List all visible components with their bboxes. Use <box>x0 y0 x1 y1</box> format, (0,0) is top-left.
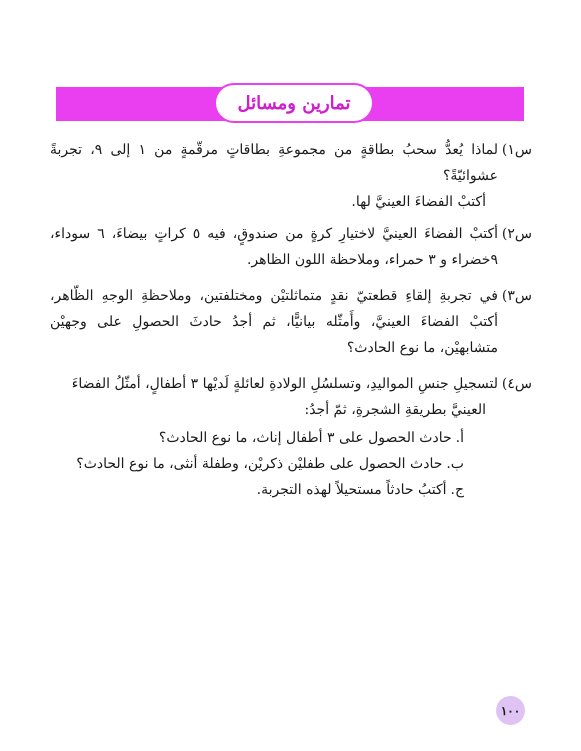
question-4 <box>50 371 532 503</box>
question-continuation: العينيَّ بطريقةِ الشجرةِ، ثمّ أجدُ: <box>304 402 486 418</box>
section-title: تمارين ومسائل <box>237 92 351 114</box>
question-text: لتسجيلِ جنسِ المواليدِ، وتسلسُلِ الولادةِ لعائلةٍ لَديْها ٣ أطفالٍ، أمثّلُ الفضاءَ <box>71 376 498 392</box>
sub-question-c <box>50 477 464 503</box>
sub-question-b <box>50 451 464 477</box>
exercises-content <box>50 137 532 509</box>
page-number-badge <box>496 696 525 725</box>
question-3 <box>50 283 532 361</box>
sub-question-text: أكتبُ حادثاً مستحيلاً لهذه التجربة. <box>256 482 447 498</box>
question-1 <box>50 137 532 215</box>
question-text: في تجربةِ إلقاءِ قطعتيّ نقدٍ متماثلتيْن ومختلفتين، وملاحظةِ الوجهِ الظّاهر، أكتبْ الفضاءَ العينيَّ، وأَمثّله بيانيًّا، ثم أجدُ حادثَ الحصولِ على وجهيْن متشابهيْن، ما نوع الحادث؟ <box>50 288 498 356</box>
page-number: ١٠٠ <box>500 703 521 718</box>
question-continuation: أكتبْ الفضاءَ العينيَّ لها. <box>351 194 486 210</box>
sub-question-letter: ب. <box>446 456 464 472</box>
sub-question-letter: أ. <box>455 430 464 446</box>
sub-question-letter: ج. <box>450 482 464 498</box>
question-text: أكتبْ الفضاءَ العينيَّ لاختيارِ كرةٍ من صندوقٍ، فيه ٥ كراتٍ بيضاءَ، ٦ سوداء، ٩خضراء و ٣ حمراء، وملاحظة اللون الظاهر. <box>50 226 499 268</box>
question-number: س٢) <box>501 226 532 242</box>
sub-question-text: حادث الحصول على طفليْن ذكريْن، وطفلة أنثى، ما نوع الحادث؟ <box>76 456 443 472</box>
question-text: لماذا يُعدُّ سحبُ بطاقةٍ من مجموعةِ بطاقاتٍ مرقّمةٍ من ١ إلى ٩، تجربةً عشوائيّةً؟ <box>50 142 498 184</box>
question-number: س٤) <box>501 376 532 392</box>
question-number: س٣) <box>501 288 532 304</box>
question-number: س١) <box>501 142 532 158</box>
sub-question-list <box>50 425 498 503</box>
section-title-pill <box>214 83 374 123</box>
sub-question-text: حادث الحصول على ٣ أطفال إناث، ما نوع الحادث؟ <box>158 430 452 446</box>
sub-question-a <box>50 425 464 451</box>
question-2 <box>50 221 532 273</box>
